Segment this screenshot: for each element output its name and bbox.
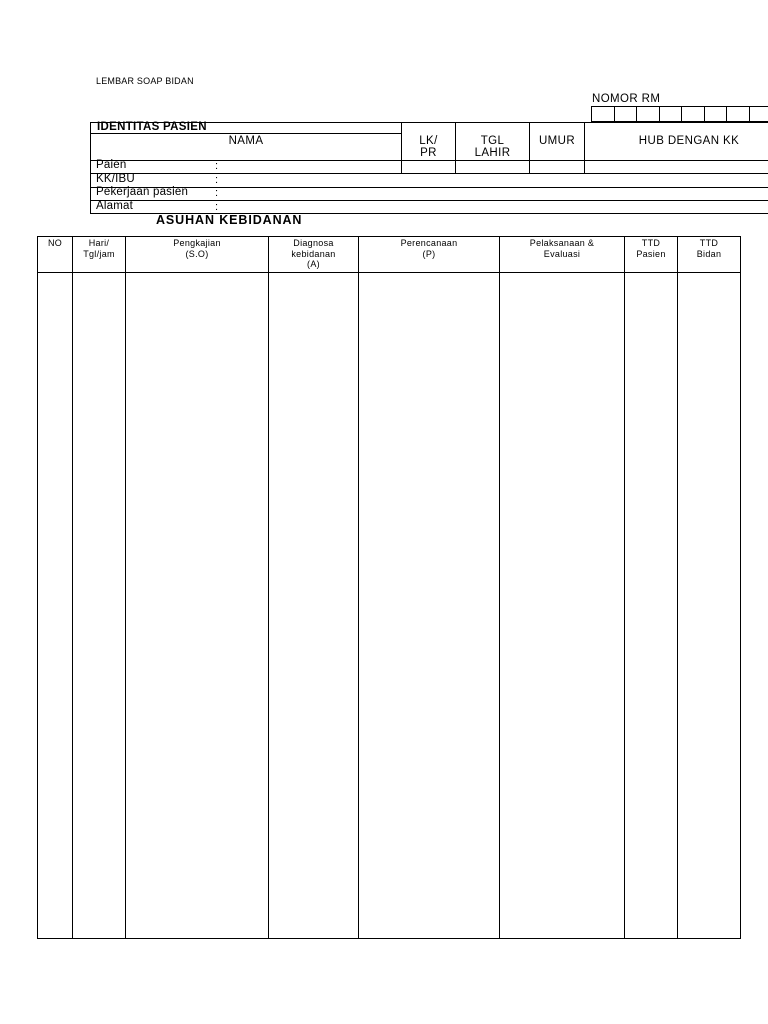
col-lk-pr: LK/ PR: [419, 135, 438, 159]
header-no: NO: [38, 237, 73, 273]
header-ttd-bidan: TTD Bidan: [678, 237, 741, 273]
table-row: [38, 273, 741, 939]
header-hari-tgl-jam: Hari/ Tgl/jam: [73, 237, 126, 273]
cell-pengkajian[interactable]: [126, 273, 269, 939]
header-perencanaan: Perencanaan (P): [359, 237, 500, 273]
row-colon: :: [215, 187, 219, 199]
id-divider: [90, 200, 768, 201]
header-ttd-pasien: TTD Pasien: [625, 237, 678, 273]
row-label-alamat: Alamat: [96, 200, 133, 212]
cell-ttd-pasien[interactable]: [625, 273, 678, 939]
row-colon: :: [215, 174, 219, 186]
row-colon: :: [215, 160, 219, 172]
row-label-pasien: Paien: [96, 159, 127, 171]
id-divider: [90, 173, 768, 174]
nomor-rm-digit-box[interactable]: [615, 107, 638, 121]
row-label-pekerjaan: Pekerjaan pasien: [96, 186, 189, 198]
id-divider: [90, 160, 768, 161]
asuhan-kebidanan-title: ASUHAN KEBIDANAN: [156, 213, 303, 227]
col-nama: NAMA: [228, 135, 264, 147]
col-hub-kk: HUB DENGAN KK: [638, 135, 740, 147]
asuhan-kebidanan-table: [37, 236, 741, 939]
header-diagnosa: Diagnosa kebidanan (A): [269, 237, 359, 273]
nomor-rm-digit-box[interactable]: [705, 107, 728, 121]
id-divider: [90, 187, 768, 188]
nomor-rm-digit-box[interactable]: [592, 107, 615, 121]
col-umur: UMUR: [538, 135, 576, 147]
cell-hari-tgl-jam[interactable]: [73, 273, 126, 939]
nomor-rm-digit-box[interactable]: [682, 107, 705, 121]
header-pelaksanaan: Pelaksanaan & Evaluasi: [500, 237, 625, 273]
cell-perencanaan[interactable]: [359, 273, 500, 939]
cell-no[interactable]: [38, 273, 73, 939]
row-colon: :: [215, 201, 219, 213]
nomor-rm-digit-box[interactable]: [660, 107, 683, 121]
col-tgl-lahir: TGL LAHIR: [474, 135, 511, 159]
identitas-pasien-title: IDENTITAS PASIEN: [97, 121, 207, 133]
cell-pelaksanaan[interactable]: [500, 273, 625, 939]
cell-diagnosa[interactable]: [269, 273, 359, 939]
nomor-rm-digit-box[interactable]: [727, 107, 750, 121]
nomor-rm-label: NOMOR RM: [592, 93, 661, 105]
id-divider: [90, 133, 402, 134]
nomor-rm-boxes[interactable]: [591, 106, 768, 122]
cell-ttd-bidan[interactable]: [678, 273, 741, 939]
table-header-row: [38, 237, 741, 273]
nomor-rm-digit-box[interactable]: [637, 107, 660, 121]
id-divider: [584, 122, 585, 173]
page-title: LEMBAR SOAP BIDAN: [96, 76, 194, 86]
row-label-kk-ibu: KK/IBU: [96, 173, 135, 185]
header-pengkajian: Pengkajian (S.O): [126, 237, 269, 273]
nomor-rm-digit-box[interactable]: [750, 107, 768, 121]
